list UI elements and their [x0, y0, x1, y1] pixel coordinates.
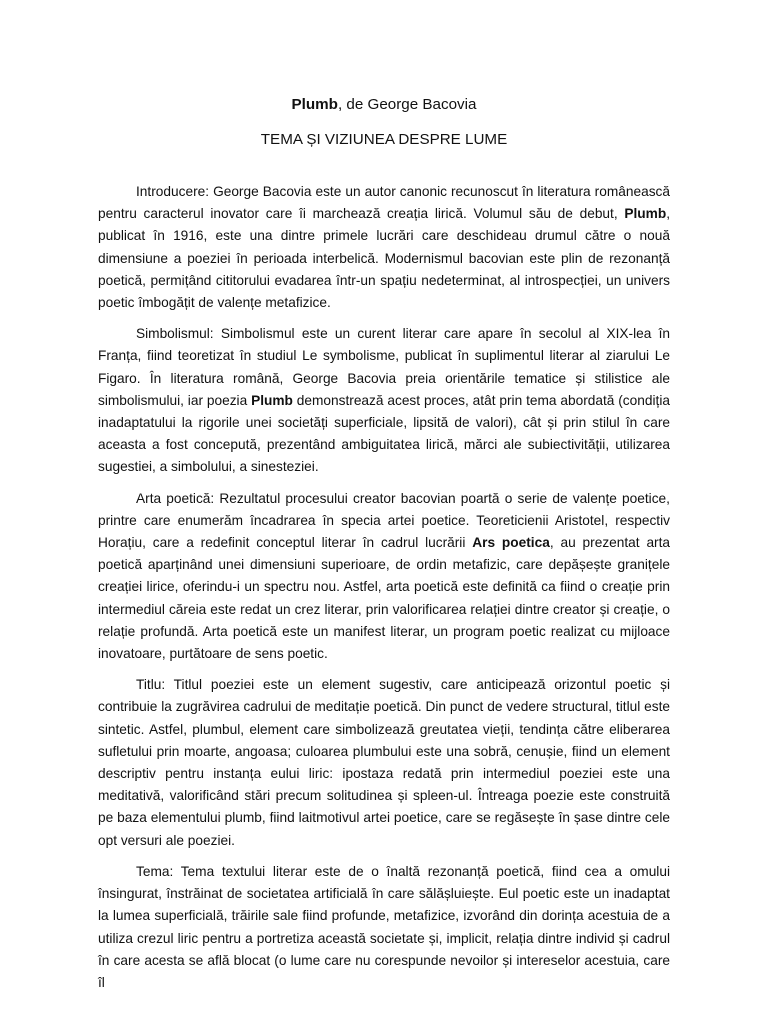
paragraph-tema	[98, 861, 670, 994]
paragraph-bold-text: Plumb	[251, 392, 293, 408]
paragraph-text: Simbolismul este un curent literar care apare în secolul al XIX-lea în Franța, fiind teoretizat în studiul Le symbolisme, publicat în suplimentul literar al ziarului Le Figaro. În literatura română, George Bacovia preia orientările tematice și stilistice ale simbolismului, iar poezia	[98, 326, 670, 408]
paragraph-text: , au prezentat arta poetică aparținând unei dimensiuni superioare, de ordin metafizic, care depășește granițele creației lirice, oferindu-i un spectru nou. Astfel, arta poetică este definită ca fiind o creație prin intermediul căreia este redat un crez literar, prin valorificarea relației dintre creator și creație, o relație profundă. Arta poetică este un manifest literar, un program poetic realizat cu mijloace inovatoare, purtătoare de sens poetic.	[98, 535, 671, 662]
title-rest: , de George Bacovia	[337, 96, 477, 113]
paragraph-simbolismul	[98, 323, 670, 478]
paragraph-text: , publicat în 1916, este una dintre primele lucrări care deschideau drumul către o nouă dimensiune a poeziei în perioada interbelică. Modernismul bacovian este plin de rezonanță poetică, permițând cititorului evadarea într-un spațiu nedeterminat, al introspecției, un univers poetic îmbogățit de valențe metafizice.	[98, 206, 670, 311]
paragraph-label: Simbolismul:	[136, 326, 214, 342]
paragraph-label: Tema:	[136, 863, 174, 879]
paragraph-label: Titlu:	[136, 677, 166, 693]
paragraph-label: Arta poetică:	[136, 490, 215, 506]
paragraph-bold-text: Plumb	[624, 206, 667, 222]
paragraph-text: George Bacovia este un autor canonic recunoscut în literatura românească pentru caracterul inovator care îi marchează creația lirică. Volumul său de debut,	[98, 184, 670, 222]
paragraph-introducere	[98, 181, 670, 314]
paragraph-titlu	[98, 674, 670, 852]
paragraph-text: Tema textului literar este de o înaltă rezonanță poetică, fiind cea a omului însingurat, înstrăinat de societatea artificială în care sălășluiește. Eul poetic este un inadaptat la lumea superficială, trăirile sale fiind profunde, metafizice, izvorând din dorința acestuia de a utiliza crezul liric pentru a portretiza această societate și, implicit, relația dintre individ și cadrul în care acesta se află blocat (o lume care nu corespunde nevoilor și intereselor acestuia, care îl	[98, 863, 670, 990]
paragraph-text: Titlul poeziei este un element sugestiv, care anticipează orizontul poetic și contribuie la zugrăvirea cadrului de meditație poetică. Din punct de vedere structural, titlul este sintetic. Astfel, plumbul, element care simbolizează greutatea vieții, tendința către eliberarea sufletului prin moarte, angoasa; culoarea plumbului este una sobră, cenușie, fiind un element descriptiv pentru instanța eului liric: ipostaza redată prin intermediul poeziei este una meditativă, valorificând stări precum solitudinea și spleen-ul. Întreaga poezie este construită pe baza elementului plumb, fiind laitmotivul artei poetice, care se regăsește în șase dintre cele opt versuri ale poeziei.	[98, 677, 670, 848]
document-subtitle: TEMA ȘI VIZIUNEA DESPRE LUME	[260, 131, 508, 148]
document-title	[98, 94, 670, 116]
paragraph-label: Introducere:	[136, 184, 210, 199]
paragraph-text: demonstrează acest proces, atât prin tema abordată (condiția inadaptatului la rigorile unei societăți superficiale, lipsită de valori), cât și prin stilul în care aceasta a fost concepută, prezentând ambiguitatea lirică, mărci ale subiectivității, utilizarea sugestiei, a simbolului, a sinesteziei.	[98, 392, 670, 475]
paragraph-text: Rezultatul procesului creator bacovian poartă o serie de valențe poetice, printre care enumerăm încadrarea în specia artei poetice. Teoreticienii Aristotel, respectiv Horațiu, care a redefinit conceptul literar în cadrul lucrării	[98, 490, 670, 551]
paragraph-arta-poetica	[98, 488, 670, 666]
paragraph-bold-text: Ars poetica	[472, 535, 550, 551]
title-bold: Plumb	[291, 96, 338, 113]
